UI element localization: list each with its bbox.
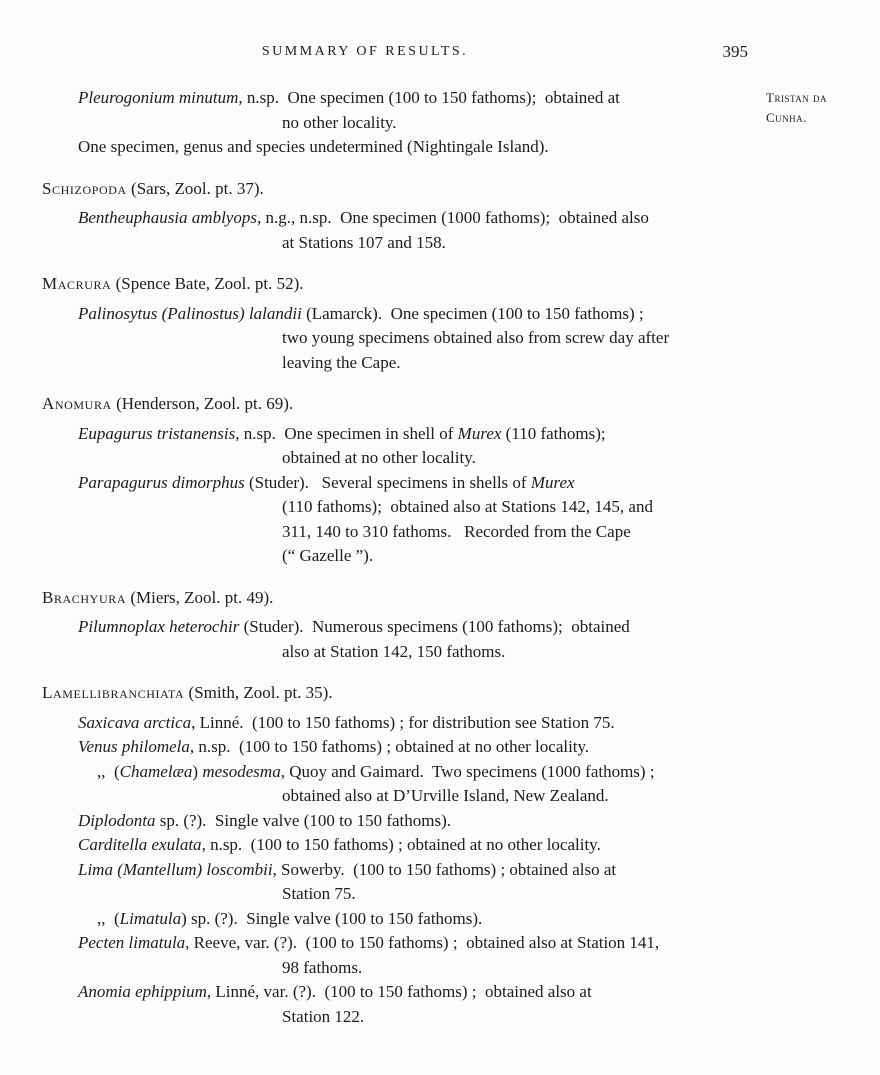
species-name: Pecten limatula <box>78 933 186 952</box>
entry-line <box>282 446 748 471</box>
entry-line <box>78 86 748 111</box>
taxon-group-name: Brachyura <box>42 587 127 607</box>
running-head: SUMMARY OF RESULTS. <box>261 44 469 59</box>
entry-line <box>78 206 748 231</box>
entry-line <box>78 711 748 736</box>
entry-line <box>282 520 748 545</box>
entry-line <box>78 422 748 447</box>
text-segment: , Quoy and Gaimard. Two specimens (1000 fathoms) ; <box>280 761 655 781</box>
text-segment: (110 fathoms); obtained also at Stations 142, 145, and <box>282 497 653 516</box>
entry-line <box>282 495 748 520</box>
text-segment: , Linné. (100 to 150 fathoms) ; for distribution see Station 75. <box>191 712 615 732</box>
entry-line <box>282 326 748 351</box>
species-name: Limatula <box>119 908 182 928</box>
entry-line <box>282 111 748 136</box>
text-segment: (Studer). Several specimens in shells of <box>244 472 531 492</box>
species-entry <box>42 907 748 932</box>
text-segment: , Reeve, var. (?). (100 to 150 fathoms) ; obtained also at Station 141, <box>185 933 660 952</box>
text-segment: two young specimens obtained also from screw day after <box>282 328 670 347</box>
species-name: Palinosytus (Palinostus) lalandii <box>78 303 302 323</box>
text-segment: (“ Gazelle ”). <box>282 546 374 565</box>
species-name: Parapagurus dimorphus <box>78 472 245 492</box>
species-entry <box>42 422 748 471</box>
text-segment: ,, ( <box>97 908 120 928</box>
species-entry <box>42 735 748 760</box>
text-segment: , Sowerby. (100 to 150 fathoms) ; obtained also at <box>272 859 617 879</box>
species-entry <box>42 471 748 569</box>
margin-note <box>766 88 876 128</box>
text-segment: leaving the Cape. <box>282 352 401 372</box>
species-name: Chamelæa <box>119 761 193 781</box>
section-heading-line <box>42 392 748 417</box>
text-segment: ,, ( <box>97 761 120 781</box>
text-segment: , n.sp. One specimen in shell of <box>235 423 458 443</box>
section-heading-line <box>42 272 748 297</box>
text-segment: sp. (?). Single valve (100 to 150 fathoms). <box>155 810 452 830</box>
entry-line <box>78 833 748 858</box>
entry-line <box>78 809 748 834</box>
text-segment: also at Station 142, 150 fathoms. <box>282 641 506 661</box>
margin-note-line1: Tristan da <box>766 90 827 105</box>
margin-note-line2: Cunha. <box>766 110 807 125</box>
entry-line <box>78 931 748 956</box>
taxon-group-name: Lamellibranchiata <box>42 683 185 702</box>
species-entry <box>42 760 748 809</box>
taxon-group-name: Anomura <box>42 394 112 413</box>
entry-line <box>78 980 748 1005</box>
species-name: Pleurogonium minutum <box>78 88 239 107</box>
text-segment: (Spence Bate, Zool. pt. 52). <box>111 274 304 293</box>
species-entry <box>42 206 748 255</box>
text-segment: (Miers, Zool. pt. 49). <box>126 587 274 607</box>
species-entry <box>42 711 748 736</box>
species-name: Pilumnoplax heterochir <box>78 617 240 636</box>
entry-line <box>78 471 748 496</box>
text-segment: One specimen, genus and species undetermined (Nightingale Island). <box>78 137 549 156</box>
entry-line <box>78 135 748 160</box>
section-block <box>42 272 748 297</box>
entry-line <box>282 640 748 665</box>
text-segment: (Smith, Zool. pt. 35). <box>184 683 333 702</box>
text-segment: , Linné, var. (?). (100 to 150 fathoms) ; obtained also at <box>206 982 592 1001</box>
species-entry <box>42 615 748 664</box>
species-name: Murex <box>457 423 502 443</box>
section-block <box>42 392 748 417</box>
species-name: Murex <box>530 472 575 492</box>
species-name: Anomia ephippium <box>78 982 207 1001</box>
species-entry <box>42 858 748 907</box>
entry-line <box>78 858 748 883</box>
species-name: mesodesma <box>202 761 281 781</box>
entry-line <box>97 760 748 785</box>
species-entry <box>42 809 748 834</box>
text-segment: (110 fathoms); <box>501 423 606 443</box>
text-segment: ) <box>192 761 203 781</box>
text-segment: no other locality. <box>282 112 397 132</box>
text-segment: , n.g., n.sp. One specimen (1000 fathoms); obtained also <box>256 208 649 227</box>
entry-line <box>282 882 748 907</box>
entry-line <box>78 735 748 760</box>
section-block <box>42 681 748 706</box>
text-segment: obtained also at D’Urville Island, New Zealand. <box>282 786 609 805</box>
species-name: Eupagurus tristanensis <box>78 423 236 443</box>
entry-line <box>78 615 748 640</box>
section-heading-line <box>42 586 748 611</box>
section-heading-line <box>42 177 748 202</box>
species-name: Venus philomela <box>78 737 190 756</box>
entry-line <box>282 231 748 256</box>
species-entry <box>42 135 748 160</box>
species-entry <box>42 931 748 980</box>
text-segment: (Studer). Numerous specimens (100 fathoms); obtained <box>239 617 630 636</box>
species-name: Saxicava arctica <box>78 712 192 732</box>
species-entry <box>42 980 748 1029</box>
entry-line <box>282 784 748 809</box>
text-segment: , n.sp. One specimen (100 to 150 fathoms); obtained at <box>238 88 620 107</box>
entry-line <box>78 302 748 327</box>
entry-line <box>282 351 748 376</box>
section-block <box>42 586 748 611</box>
page-header <box>42 44 748 66</box>
species-entry <box>42 86 748 135</box>
text-segment: Station 75. <box>282 884 356 903</box>
entry-line <box>282 544 748 569</box>
text-segment: , n.sp. (100 to 150 fathoms) ; obtained at no other locality. <box>201 835 601 854</box>
entry-line <box>97 907 748 932</box>
text-segment: (Sars, Zool. pt. 37). <box>126 178 264 198</box>
text-segment: Station 122. <box>282 1006 365 1026</box>
section-heading-line <box>42 681 748 706</box>
species-entry <box>42 302 748 376</box>
section-block <box>42 177 748 202</box>
text-segment: ) sp. (?). Single valve (100 to 150 fathoms). <box>181 908 483 928</box>
species-name: Diplodonta <box>78 810 156 830</box>
text-segment: obtained at no other locality. <box>282 448 476 467</box>
text-segment: (Henderson, Zool. pt. 69). <box>111 394 294 413</box>
page-number: 395 <box>722 42 748 61</box>
species-entry <box>42 833 748 858</box>
entry-line <box>282 956 748 981</box>
species-name: Bentheuphausia amblyops <box>78 208 257 227</box>
text-segment: 311, 140 to 310 fathoms. Recorded from the Cape <box>282 521 631 541</box>
species-name: Carditella exulata <box>78 835 202 854</box>
text-segment: (Lamarck). One specimen (100 to 150 fathoms) ; <box>301 303 644 323</box>
taxon-group-name: Macrura <box>42 274 112 293</box>
text-segment: , n.sp. (100 to 150 fathoms) ; obtained at no other locality. <box>189 737 590 756</box>
text-segment: 98 fathoms. <box>282 957 363 977</box>
species-name: Lima (Mantellum) loscombii <box>78 859 273 879</box>
taxon-group-name: Schizopoda <box>42 178 127 198</box>
text-segment: at Stations 107 and 158. <box>282 232 446 252</box>
document-body <box>42 86 748 1029</box>
entry-line <box>282 1005 748 1030</box>
